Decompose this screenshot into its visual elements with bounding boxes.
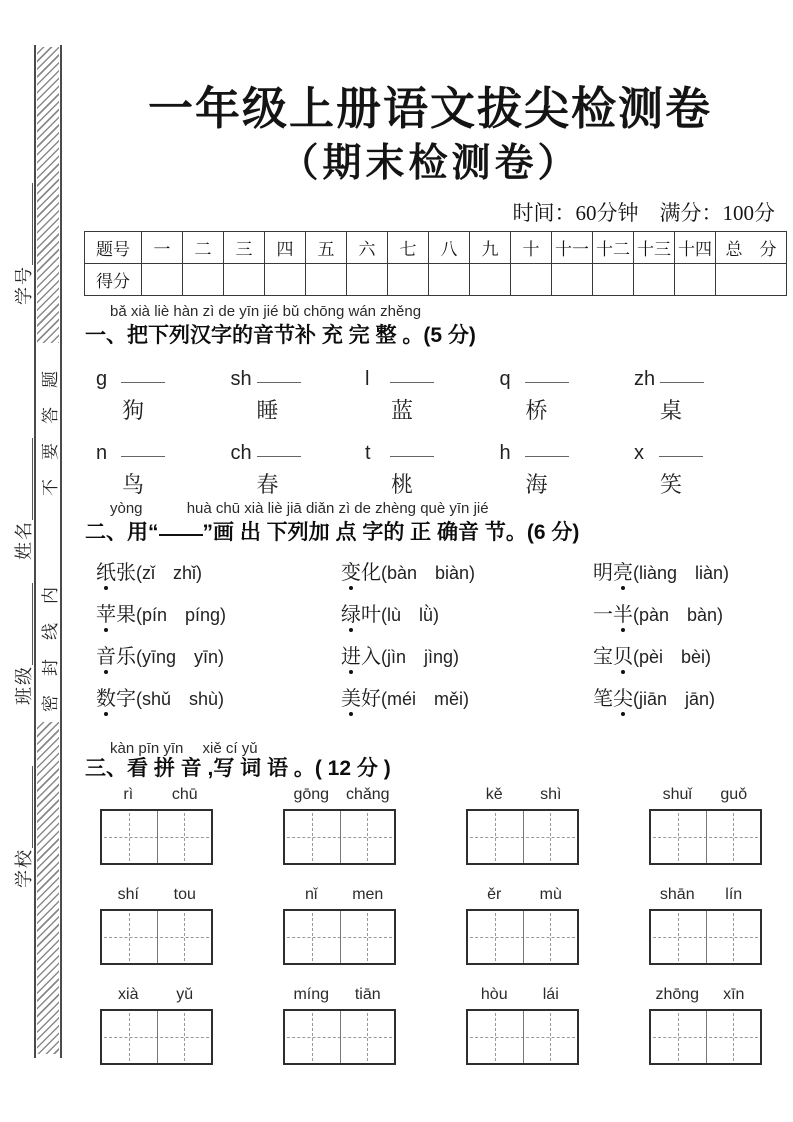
q1-syllable-line: [634, 368, 744, 391]
q3-syllable: chū: [171, 786, 198, 803]
score-table-header-cell: 七: [388, 232, 429, 264]
q1-initial: g: [96, 368, 108, 390]
q1-blank-line: [525, 381, 569, 383]
q3-rows: [100, 786, 762, 1086]
score-empty-cell: [470, 264, 511, 296]
q3-syllable: xīn: [723, 986, 745, 1003]
seal-hatch-top: [37, 47, 59, 343]
q1-character: 笑: [660, 472, 683, 497]
q2-char: 化: [361, 562, 381, 584]
q3-box-center-divider: [706, 811, 707, 863]
score-table-header-cell: 十四: [675, 232, 716, 264]
q3-word-group: [466, 886, 579, 965]
q3-word-group: [100, 986, 213, 1065]
q2-char: 宝: [593, 646, 613, 668]
q3-row: [100, 786, 762, 865]
q2-word-item: [96, 682, 341, 724]
seal-field-class: [12, 575, 36, 705]
score-table-header-cell: 八: [429, 232, 470, 264]
q3-box-center-divider: [706, 911, 707, 963]
q3-pinyin-label: [466, 986, 579, 1009]
score-empty-cell: [388, 264, 429, 296]
q1-syllable-column: [231, 442, 341, 499]
q3-syllable: xià: [118, 986, 139, 1003]
q2-word-item: [341, 640, 593, 682]
q2-pinyin-lead: yòng: [110, 500, 143, 517]
q2-word-item: [96, 640, 341, 682]
q1-blank-line: [659, 455, 703, 457]
score-table-header-cell: 十一: [552, 232, 593, 264]
q2-char: 字: [116, 688, 136, 710]
q1-blank-line: [121, 455, 165, 457]
q2-options: (zǐ zhǐ): [136, 563, 202, 583]
q2-column: [341, 556, 593, 724]
q3-syllable: shuǐ: [662, 786, 692, 803]
q1-blank-line: [660, 381, 704, 383]
q1-syllable-line: [365, 368, 475, 391]
score-table-header-cell: 总 分: [716, 232, 787, 264]
q3-syllable: lái: [542, 986, 559, 1003]
q1-blank-line: [525, 455, 569, 457]
seal-field-label: 学校: [14, 848, 34, 888]
score-table-header-cell: 十三: [634, 232, 675, 264]
seal-field-school: [12, 758, 36, 888]
score-table-header-cell: 九: [470, 232, 511, 264]
q2-dotted-char: 美: [341, 682, 361, 711]
q2-word: [341, 646, 381, 668]
q2-word: [593, 688, 633, 710]
q1-syllable-line: [96, 368, 206, 391]
q3-writing-box: [100, 809, 213, 865]
q2-dotted-char: 亮: [613, 556, 633, 585]
seal-hatch-bottom: [37, 722, 59, 1054]
q1-character: 桃: [391, 472, 414, 497]
score-empty-cell: [347, 264, 388, 296]
q1-initial: ch: [230, 442, 252, 464]
q1-syllable-column: [634, 442, 744, 499]
q2-word: [96, 562, 136, 584]
q3-writing-box: [466, 909, 579, 965]
q1-initial: sh: [230, 368, 252, 390]
score-empty-cell: [552, 264, 593, 296]
q1-initial: zh: [634, 368, 656, 390]
seal-field-label: 班级: [14, 665, 34, 705]
q3-pinyin-label: [283, 986, 396, 1009]
score-table: [84, 231, 787, 296]
q1-row: [96, 442, 744, 499]
q3-syllable: shān: [659, 886, 695, 903]
q2-options: (shǔ shù): [136, 689, 225, 709]
q1-character: 春: [256, 472, 279, 497]
q3-pinyin-hint: kàn pīn yīn xiě cí yǔ: [110, 740, 258, 757]
q1-syllable-line: [96, 442, 206, 465]
q2-dotted-char: 变: [341, 556, 361, 585]
q1-syllable-line: [634, 442, 744, 465]
q2-options: (méi měi): [381, 689, 469, 709]
q1-blank-line: [257, 455, 301, 457]
q2-title-pre: 二、用“: [85, 521, 159, 544]
q2-word: [341, 688, 381, 710]
q1-character: 海: [525, 472, 548, 497]
score-table-header-cell: 一: [142, 232, 183, 264]
q3-pinyin-label: [100, 886, 213, 909]
q3-syllable: shì: [540, 786, 562, 803]
q3-box-center-divider: [523, 1011, 524, 1063]
q2-word-item: [593, 598, 776, 640]
seal-strip-text: 密封线内 不要答题: [41, 352, 60, 712]
q3-syllable: shí: [117, 886, 139, 903]
score-empty-cell: [593, 264, 634, 296]
q3-word-group: [649, 886, 762, 965]
q1-rows: [96, 368, 744, 516]
q2-word: [96, 646, 136, 668]
q3-syllable: hòu: [480, 986, 508, 1003]
q3-pinyin-label: [466, 786, 579, 809]
score-empty-cell: [511, 264, 552, 296]
score-empty-cell: [265, 264, 306, 296]
q3-box-center-divider: [340, 911, 341, 963]
q1-title: 一、把下列汉字的音节补 充 完 整 。(5 分): [85, 324, 476, 347]
q3-box-center-divider: [157, 1011, 158, 1063]
q1-blank-line: [390, 455, 434, 457]
q2-word-item: [593, 682, 776, 724]
score-empty-cell: [183, 264, 224, 296]
q2-options: (jiān jān): [633, 689, 716, 709]
q2-title-blank: [159, 533, 203, 536]
q2-word-item: [593, 556, 776, 598]
q2-column: [593, 556, 776, 724]
q3-syllable: chǎng: [345, 786, 390, 803]
q1-pinyin-hint: bǎ xià liè hàn zì de yīn jié bǔ chōng wán zhěng: [110, 303, 422, 320]
seal-field-blank-line: [31, 183, 33, 265]
q3-box-center-divider: [706, 1011, 707, 1063]
q3-box-center-divider: [157, 811, 158, 863]
q3-word-group: [649, 986, 762, 1065]
score-empty-cell: [224, 264, 265, 296]
q2-char: 乐: [116, 646, 136, 668]
q3-word-group: [100, 886, 213, 965]
q3-pinyin-label: [466, 886, 579, 909]
q2-char: 笔: [593, 688, 613, 710]
q2-char: 明: [593, 562, 613, 584]
q3-pinyin-label: [100, 786, 213, 809]
q3-box-center-divider: [340, 811, 341, 863]
q2-word-item: [341, 598, 593, 640]
score-row: [85, 264, 787, 296]
seal-field-blank-line: [31, 766, 33, 848]
paper-title: 一年级上册语文拔尖检测卷: [147, 84, 712, 134]
q1-syllable-column: [365, 442, 475, 499]
q3-writing-box: [100, 909, 213, 965]
q3-writing-box: [283, 909, 396, 965]
q3-writing-box: [283, 1009, 396, 1065]
q1-initial: x: [634, 442, 644, 464]
q3-syllable: lín: [725, 886, 743, 903]
q3-word-group: [100, 786, 213, 865]
q1-initial: n: [96, 442, 108, 464]
q3-syllable: ěr: [487, 886, 502, 903]
q1-syllable-column: [365, 368, 475, 425]
q2-word-item: [593, 640, 776, 682]
score-table-header-cell: 十二: [593, 232, 634, 264]
q2-pinyin-hint: [110, 500, 489, 517]
q3-box-center-divider: [523, 911, 524, 963]
q1-row: [96, 368, 744, 425]
q3-syllable: men: [352, 886, 384, 903]
q3-syllable: zhōng: [655, 986, 700, 1003]
q2-dotted-char: 纸: [96, 556, 116, 585]
q3-syllable: rì: [123, 786, 134, 803]
q1-blank-line: [121, 381, 165, 383]
q3-pinyin-label: [100, 986, 213, 1009]
score-row-label-cell: 得分: [85, 264, 142, 296]
q2-dotted-char: 音: [96, 640, 116, 669]
q3-writing-box: [649, 1009, 762, 1065]
score-empty-cell: [142, 264, 183, 296]
q1-initial: h: [499, 442, 511, 464]
q3-word-group: [466, 786, 579, 865]
q3-syllable: gōng: [293, 786, 330, 803]
score-table-header-cell: 二: [183, 232, 224, 264]
q3-row: [100, 986, 762, 1065]
q2-dotted-char: 半: [613, 598, 633, 627]
q1-character: 桌: [660, 398, 683, 423]
q1-syllable-line: [500, 368, 610, 391]
q3-syllable: guǒ: [720, 786, 748, 803]
score-empty-cell: [716, 264, 787, 296]
q1-syllable-line: [500, 442, 610, 465]
q2-dotted-char: 绿: [341, 598, 361, 627]
q1-syllable-line: [231, 368, 341, 391]
q2-grid: [96, 556, 776, 724]
q3-syllable: kě: [485, 786, 503, 803]
q3-writing-box: [649, 809, 762, 865]
seal-line-right: [60, 45, 62, 1058]
q2-options: (pín píng): [136, 605, 227, 625]
q2-options: (jìn jìng): [381, 647, 460, 667]
q3-writing-box: [100, 1009, 213, 1065]
q3-row: [100, 886, 762, 965]
score-empty-cell: [429, 264, 470, 296]
q2-char: 叶: [361, 604, 381, 626]
q2-word-item: [341, 556, 593, 598]
score-table-header-cell: 六: [347, 232, 388, 264]
q1-character: 蓝: [391, 398, 414, 423]
q1-syllable-line: [231, 442, 341, 465]
q3-word-group: [283, 786, 396, 865]
q2-char: 张: [116, 562, 136, 584]
q2-char: 果: [116, 604, 136, 626]
time-and-score-info: 时间：60分钟 满分：100分: [512, 201, 775, 225]
paper-subtitle: （期末检测卷）: [279, 142, 581, 185]
q2-dotted-char: 尖: [613, 682, 633, 711]
seal-field-blank-line: [31, 438, 33, 520]
score-empty-cell: [306, 264, 347, 296]
q3-writing-box: [283, 809, 396, 865]
seal-field-label: 姓名: [14, 520, 34, 560]
score-empty-cell: [675, 264, 716, 296]
q2-column: [96, 556, 341, 724]
q3-pinyin-label: [283, 886, 396, 909]
q3-writing-box: [466, 1009, 579, 1065]
q1-syllable-column: [96, 368, 206, 425]
q1-syllable-line: [365, 442, 475, 465]
q3-word-group: [283, 886, 396, 965]
score-table-header-cell: 四: [265, 232, 306, 264]
seal-field-student-number: [12, 175, 36, 305]
q2-word: [593, 604, 633, 626]
q3-box-center-divider: [340, 1011, 341, 1063]
q3-syllable: míng: [293, 986, 330, 1003]
q1-character: 桥: [525, 398, 548, 423]
q3-word-group: [466, 986, 579, 1065]
q3-pinyin-label: [283, 786, 396, 809]
q1-initial: t: [365, 442, 371, 464]
q2-char: 好: [361, 688, 381, 710]
q1-syllable-column: [231, 368, 341, 425]
q1-character: 鸟: [122, 472, 145, 497]
q2-word: [96, 604, 136, 626]
q2-word: [593, 646, 633, 668]
q1-blank-line: [390, 381, 434, 383]
q1-syllable-column: [634, 368, 744, 425]
q2-dotted-char: 进: [341, 640, 361, 669]
q2-options: (bàn biàn): [381, 563, 476, 583]
q3-box-center-divider: [157, 911, 158, 963]
q2-options: (lù lǜ): [381, 605, 440, 625]
score-table-header-cell: 十: [511, 232, 552, 264]
q3-box-center-divider: [523, 811, 524, 863]
q1-initial: l: [365, 368, 370, 390]
q2-title: [85, 516, 579, 546]
q2-char: 一: [593, 604, 613, 626]
q3-word-group: [283, 986, 396, 1065]
q3-syllable: mù: [539, 886, 562, 903]
q2-options: (yīng yīn): [136, 647, 225, 667]
seal-field-blank-line: [31, 583, 33, 665]
score-table-label-cell: 题号: [85, 232, 142, 264]
q3-pinyin-label: [649, 986, 762, 1009]
q1-syllable-column: [96, 442, 206, 499]
q3-syllable: nǐ: [305, 886, 318, 903]
q2-dotted-char: 贝: [613, 640, 633, 669]
score-header-row: [85, 232, 787, 264]
q3-syllable: yǔ: [176, 986, 194, 1003]
q1-blank-line: [257, 381, 301, 383]
q1-syllable-column: [500, 368, 610, 425]
q2-char: 入: [361, 646, 381, 668]
seal-field-label: 学号: [14, 265, 34, 305]
q2-word: [341, 604, 381, 626]
q3-pinyin-label: [649, 886, 762, 909]
score-table-header-cell: 三: [224, 232, 265, 264]
score-table-header-cell: 五: [306, 232, 347, 264]
q1-syllable-column: [500, 442, 610, 499]
q2-word: [593, 562, 633, 584]
q2-dotted-char: 苹: [96, 598, 116, 627]
q2-options: (pàn bàn): [633, 605, 724, 625]
q2-word-item: [96, 598, 341, 640]
q3-writing-box: [649, 909, 762, 965]
q1-character: 狗: [122, 398, 145, 423]
seal-field-name: [12, 430, 36, 560]
q2-options: (liàng liàn): [633, 563, 730, 583]
q3-pinyin-label: [649, 786, 762, 809]
q2-dotted-char: 数: [96, 682, 116, 711]
q3-syllable: tou: [173, 886, 196, 903]
score-empty-cell: [634, 264, 675, 296]
q2-word-item: [341, 682, 593, 724]
q3-writing-box: [466, 809, 579, 865]
q2-word: [96, 688, 136, 710]
q2-title-post: ”画 出 下列加 点 字的 正 确音 节。(6 分): [202, 521, 580, 544]
q1-character: 睡: [256, 398, 279, 423]
q3-title: 三、看 拼 音 ,写 词 语 。( 12 分 ): [85, 757, 391, 780]
q3-syllable: tiān: [354, 986, 381, 1003]
q2-options: (pèi bèi): [633, 647, 712, 667]
q2-word: [341, 562, 381, 584]
q2-word-item: [96, 556, 341, 598]
q3-word-group: [649, 786, 762, 865]
q2-pinyin-rest: huà chū xià liè jiā diǎn zì de zhèng què yīn jié: [186, 500, 489, 517]
q1-initial: q: [499, 368, 511, 390]
